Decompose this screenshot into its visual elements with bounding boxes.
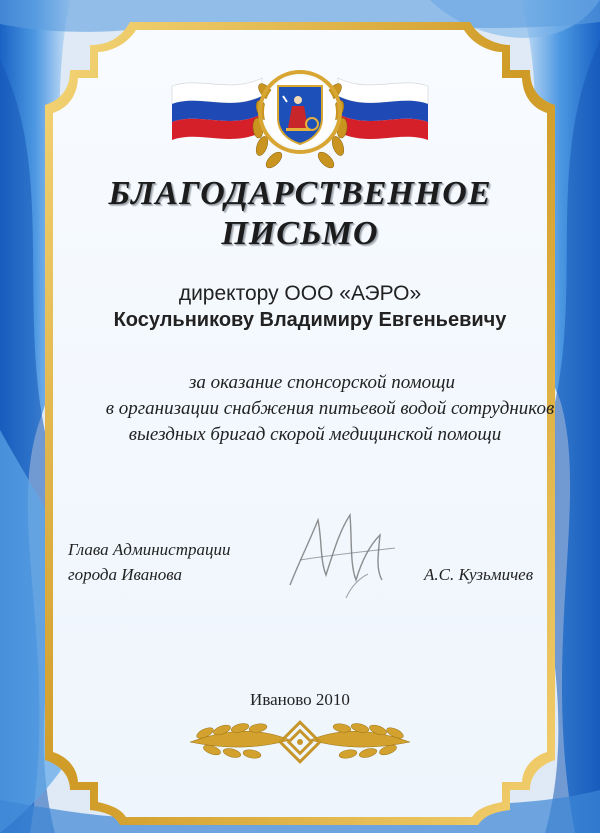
signatory-name: А.С. Кузьмичев [424,565,534,584]
title-line-2: ПИСЬМО [221,215,379,252]
recipient-role: директору ООО «АЭРО» [178,282,422,305]
signatory-title-line-1: Глава Администрации [68,540,231,559]
recipient-name: Косульникову Владимиру Евгеньевичу [113,309,507,331]
reason-line-3: выездных бригад скорой медицинской помощи [128,424,502,445]
signatory-title-line-2: города Иванова [68,565,182,584]
reason-line-2: в организации снабжения питьевой водой сотрудников [105,398,555,419]
title-line-1: БЛАГОДАРСТВЕННОЕ [108,175,492,212]
place-year: Иваново 2010 [250,690,350,709]
reason-line-1: за оказание спонсорской помощи [188,372,455,393]
